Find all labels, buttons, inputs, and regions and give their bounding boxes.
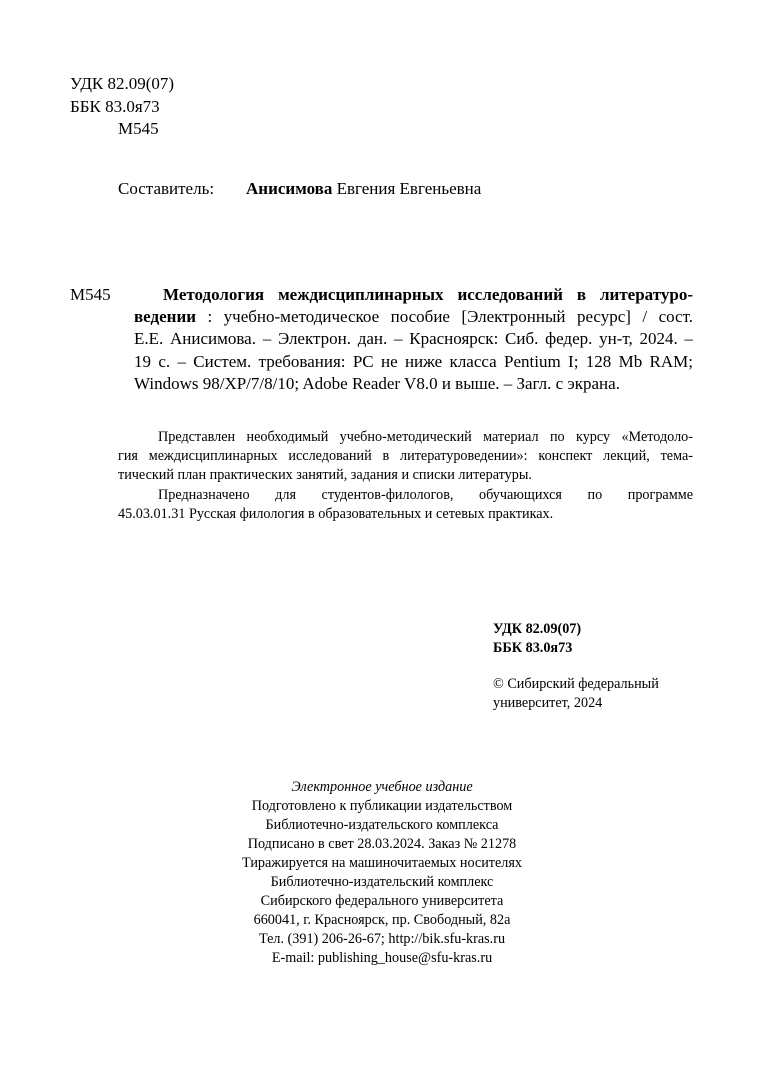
udk-classification: УДК 82.09(07) bbox=[493, 621, 582, 637]
compiler-name bbox=[246, 178, 481, 200]
imprint-line: Библиотечно-издательский комплекс bbox=[270, 874, 494, 890]
biblio-code: М545 bbox=[70, 285, 111, 304]
annotation-line5: 45.03.01.31 Русская филология в образовательных и сетевых практиках. bbox=[118, 506, 554, 522]
annotation-line3: тический план практических занятий, задания и списки литературы. bbox=[118, 467, 532, 483]
biblio-title-line1: Методология междисциплинарных исследований в литературо- bbox=[163, 285, 693, 304]
imprint-email: E-mail: publishing_house@sfu-kras.ru bbox=[271, 950, 493, 966]
copyright-line2: университет, 2024 bbox=[493, 695, 603, 711]
imprint-address: 660041, г. Красноярск, пр. Свободный, 82а bbox=[253, 912, 511, 928]
bbk-classification: ББК 83.0я73 bbox=[493, 640, 573, 656]
biblio-title-line2 bbox=[134, 306, 693, 328]
biblio-line5: Windows 98/XP/7/8/10; Adobe Reader V8.0 и выше. – Загл. с экрана. bbox=[134, 374, 620, 393]
biblio-line4: 19 с. – Систем. требования: PC не ниже класса Pentium I; 128 Mb RAM; bbox=[134, 352, 693, 371]
annotation-line2: гия междисциплинарных исследований в литературоведении»: конспект лекций, тема- bbox=[118, 448, 693, 464]
edition-type: Электронное учебное издание bbox=[291, 779, 473, 795]
author-sign-header: М545 bbox=[118, 119, 159, 138]
compiler-given-names: Евгения Евгеньевна bbox=[336, 179, 482, 198]
bbk-header: ББК 83.0я73 bbox=[70, 97, 160, 116]
imprint-line: Подписано в свет 28.03.2024. Заказ № 21278 bbox=[247, 836, 517, 852]
annotation-line1: Представлен необходимый учебно-методический материал по курсу «Методоло- bbox=[158, 429, 693, 445]
biblio-title-bold: ведении bbox=[134, 307, 197, 326]
imprint-line: Тиражируется на машиночитаемых носителях bbox=[242, 855, 522, 871]
biblio-title-rest: : учебно-методическое пособие [Электронный ресурс] / сост. bbox=[207, 307, 693, 326]
imprint-phone-website: Тел. (391) 206-26-67; http://bik.sfu-kras.ru bbox=[258, 931, 506, 947]
imprint-line: Подготовлено к публикации издательством bbox=[251, 798, 513, 814]
annotation-line4: Предназначено для студентов-филологов, обучающихся по программе bbox=[158, 487, 693, 503]
biblio-line3: Е.Е. Анисимова. – Электрон. дан. – Красноярск: Сиб. федер. ун-т, 2024. – bbox=[134, 329, 693, 348]
compiler-label: Составитель: bbox=[118, 179, 215, 198]
udk-header: УДК 82.09(07) bbox=[70, 74, 175, 93]
imprint-line: Библиотечно-издательского комплекса bbox=[265, 817, 499, 833]
imprint-line: Сибирского федерального университета bbox=[260, 893, 504, 909]
copyright-line1: © Сибирский федеральный bbox=[493, 676, 659, 692]
compiler-surname: Анисимова bbox=[246, 179, 333, 198]
